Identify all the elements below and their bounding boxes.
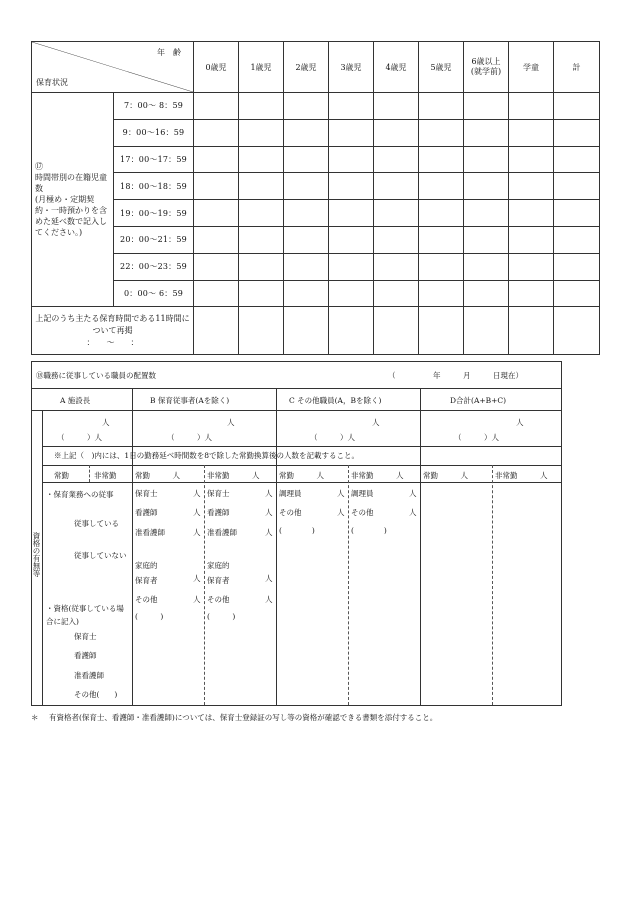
a-item: ・資格(従事している場合に記入) <box>46 604 124 626</box>
input-cell[interactable] <box>284 146 329 173</box>
b-paren-nin: （ ）人 <box>167 433 212 442</box>
c-item: その他 <box>351 508 374 517</box>
input-cell[interactable] <box>374 307 419 355</box>
input-cell[interactable] <box>464 93 509 120</box>
b-item: 家庭的 保育者 <box>207 561 230 585</box>
input-cell[interactable] <box>329 119 374 146</box>
b-nin: 人 <box>265 528 273 537</box>
a-nin: 人 <box>102 418 110 427</box>
b-item: 保育士 <box>135 489 158 498</box>
input-cell[interactable] <box>554 226 600 253</box>
b-item: ( ) <box>135 612 164 621</box>
input-cell[interactable] <box>419 226 464 253</box>
b-nin: 人 <box>265 574 273 583</box>
input-cell[interactable] <box>464 226 509 253</box>
input-cell[interactable] <box>329 307 374 355</box>
time-slot: 22：00～23：59 <box>114 253 194 280</box>
b-nin: 人 <box>265 489 273 498</box>
input-cell[interactable] <box>419 119 464 146</box>
input-cell[interactable] <box>194 146 239 173</box>
d-paren-nin: （ ）人 <box>454 433 499 442</box>
input-cell[interactable] <box>284 253 329 280</box>
input-cell[interactable] <box>284 280 329 307</box>
c-paren-nin: （ ）人 <box>310 433 355 442</box>
input-cell[interactable] <box>329 93 374 120</box>
input-cell[interactable] <box>284 173 329 200</box>
b-hijoukin: 非常勤 人 <box>207 471 260 480</box>
b-item: 准看護師 <box>135 528 165 537</box>
col-header: 5歳児 <box>419 42 464 93</box>
input-cell[interactable] <box>419 280 464 307</box>
b-joukin: 常勤 人 <box>135 471 180 480</box>
a-item: 従事している <box>74 519 119 528</box>
b-nin: 人 <box>193 489 201 498</box>
footnote <box>31 710 571 725</box>
b-nin: 人 <box>193 595 201 604</box>
c-item: その他 <box>279 508 302 517</box>
input-cell[interactable] <box>239 226 284 253</box>
b-nin: 人 <box>265 595 273 604</box>
header-status: 保育状況 <box>36 78 68 87</box>
c-nin: 人 <box>337 508 345 517</box>
input-cell[interactable] <box>239 200 284 227</box>
input-cell[interactable] <box>464 146 509 173</box>
time-slot: 7：00～ 8：59 <box>114 93 194 120</box>
col-header: 4歳児 <box>374 42 419 93</box>
input-cell[interactable] <box>329 146 374 173</box>
input-cell[interactable] <box>374 200 419 227</box>
b-nin: 人 <box>227 418 235 427</box>
input-cell[interactable] <box>509 226 554 253</box>
input-cell[interactable] <box>284 93 329 120</box>
a-paren-nin: （ ）人 <box>57 433 102 442</box>
col-a-header: A 施設長 <box>60 396 91 405</box>
date-as-of: （ 年 月 日現在） <box>388 371 523 380</box>
input-cell[interactable] <box>419 253 464 280</box>
input-cell[interactable] <box>509 200 554 227</box>
input-cell[interactable] <box>464 200 509 227</box>
input-cell[interactable] <box>239 253 284 280</box>
input-cell[interactable] <box>554 280 600 307</box>
input-cell[interactable] <box>374 146 419 173</box>
input-cell[interactable] <box>464 280 509 307</box>
input-cell[interactable] <box>284 119 329 146</box>
input-cell[interactable] <box>329 280 374 307</box>
a-item: 看護師 <box>74 651 97 660</box>
b-nin: 人 <box>193 528 201 537</box>
time-slot: 19：00～19：59 <box>114 200 194 227</box>
header-age: 年 齢 <box>157 48 181 57</box>
col-header: 6歳以上 (就学前) <box>464 42 509 93</box>
table-18-title: ⑱職務に従事している職員の配置数 <box>36 371 156 380</box>
a-hijoukin: 非常勤 <box>94 471 117 480</box>
c-item: ( ) <box>351 526 387 535</box>
input-cell[interactable] <box>239 119 284 146</box>
a-item: 従事していない <box>74 551 127 560</box>
b-item: 准看護師 <box>207 528 237 537</box>
input-cell[interactable] <box>509 119 554 146</box>
b-nin: 人 <box>193 574 201 583</box>
table-17-time-enrollment <box>31 41 600 355</box>
c-nin: 人 <box>409 508 417 517</box>
b-nin: 人 <box>265 508 273 517</box>
input-cell[interactable] <box>419 200 464 227</box>
b-item: 看護師 <box>135 508 158 517</box>
b-item: その他 <box>207 595 230 604</box>
input-cell[interactable] <box>374 173 419 200</box>
input-cell[interactable] <box>329 253 374 280</box>
col-header: 3歳児 <box>329 42 374 93</box>
input-cell[interactable] <box>509 307 554 355</box>
b-item: 保育士 <box>207 489 230 498</box>
header-diagonal-cell <box>32 42 194 93</box>
input-cell[interactable] <box>239 173 284 200</box>
col-header: 1歳児 <box>239 42 284 93</box>
remark-11-hours: 上記のうち主たる保育時間である11時間について再掲 ： 〜 ： <box>32 307 194 355</box>
d-hijoukin: 非常勤 人 <box>495 471 548 480</box>
input-cell[interactable] <box>194 253 239 280</box>
b-item: 家庭的 保育者 <box>135 561 158 585</box>
b-item: 看護師 <box>207 508 230 517</box>
time-slot: 0：00～ 6：59 <box>114 280 194 307</box>
input-cell[interactable] <box>374 93 419 120</box>
a-item: ・保育業務への従事 <box>46 490 114 499</box>
a-item: 保育士 <box>74 632 97 641</box>
input-cell[interactable] <box>554 173 600 200</box>
c-nin: 人 <box>409 489 417 498</box>
b-nin: 人 <box>193 508 201 517</box>
input-cell[interactable] <box>509 280 554 307</box>
d-nin: 人 <box>516 418 524 427</box>
input-cell[interactable] <box>194 93 239 120</box>
input-cell[interactable] <box>374 226 419 253</box>
b-item: その他 <box>135 595 158 604</box>
time-slot: 17：00～17：59 <box>114 146 194 173</box>
input-cell[interactable] <box>329 200 374 227</box>
a-item: その他( ) <box>74 690 118 699</box>
input-cell[interactable] <box>419 307 464 355</box>
input-cell[interactable] <box>239 146 284 173</box>
input-cell[interactable] <box>284 307 329 355</box>
input-cell[interactable] <box>509 173 554 200</box>
input-cell[interactable] <box>464 119 509 146</box>
input-cell[interactable] <box>194 200 239 227</box>
col-header: 計 <box>554 42 600 93</box>
d-joukin: 常勤 人 <box>423 471 468 480</box>
input-cell[interactable] <box>419 146 464 173</box>
input-cell[interactable] <box>194 280 239 307</box>
time-slot: 18：00～18：59 <box>114 173 194 200</box>
c-nin: 人 <box>337 489 345 498</box>
c-item: 調理員 <box>351 489 374 498</box>
input-cell[interactable] <box>554 146 600 173</box>
input-cell[interactable] <box>374 119 419 146</box>
footnote-text: 有資格者(保育士、看護師・准看護師)については、保育士登録証の写し等の資格が確認できる書類を添付すること。 <box>49 713 438 722</box>
input-cell[interactable] <box>554 200 600 227</box>
col-d-header: D合計(A+B+C) <box>450 396 507 405</box>
footnote-mark: ＊ <box>31 713 39 722</box>
input-cell[interactable] <box>464 173 509 200</box>
c-hijoukin: 非常勤 人 <box>351 471 404 480</box>
time-slot: 9：00～16：59 <box>114 119 194 146</box>
input-cell[interactable] <box>194 307 239 355</box>
input-cell[interactable] <box>194 173 239 200</box>
c-item: 調理員 <box>279 489 302 498</box>
conversion-note: ※上記（ )内には、1日の勤務延べ時間数を8で除した常勤換算後の人数を記載すること。 <box>54 451 359 460</box>
input-cell[interactable] <box>509 253 554 280</box>
side-vertical-label: 資格の有無等 <box>32 532 41 577</box>
input-cell[interactable] <box>509 146 554 173</box>
input-cell[interactable] <box>284 226 329 253</box>
col-b-header: B 保育従事者(Aを除く) <box>150 396 230 405</box>
col-header: 学童 <box>509 42 554 93</box>
input-cell[interactable] <box>374 253 419 280</box>
a-item: 准看護師 <box>74 671 104 680</box>
input-cell[interactable] <box>554 119 600 146</box>
input-cell[interactable] <box>329 226 374 253</box>
col-header: 2歳児 <box>284 42 329 93</box>
input-cell[interactable] <box>374 280 419 307</box>
input-cell[interactable] <box>239 93 284 120</box>
c-item: ( ) <box>279 526 315 535</box>
input-cell[interactable] <box>419 93 464 120</box>
table-18-staff-placement <box>31 361 562 706</box>
input-cell[interactable] <box>554 93 600 120</box>
input-cell[interactable] <box>194 226 239 253</box>
input-cell[interactable] <box>509 93 554 120</box>
input-cell[interactable] <box>554 307 600 355</box>
b-item: ( ) <box>207 612 236 621</box>
c-nin: 人 <box>372 418 380 427</box>
input-cell[interactable] <box>194 119 239 146</box>
col-c-header: C その他職員(A，Bを除く) <box>289 396 382 405</box>
side-label-17: ⑰ 時間帯別の在籍児童数 (月極め・定期契約・一時預かりを含めた延べ数で記入してください。) <box>32 93 114 307</box>
c-joukin: 常勤 人 <box>279 471 324 480</box>
input-cell[interactable] <box>329 173 374 200</box>
input-cell[interactable] <box>464 253 509 280</box>
time-slot: 20：00～21：59 <box>114 226 194 253</box>
input-cell[interactable] <box>284 200 329 227</box>
input-cell[interactable] <box>419 173 464 200</box>
input-cell[interactable] <box>239 280 284 307</box>
a-joukin: 常勤 <box>54 471 69 480</box>
input-cell[interactable] <box>239 307 284 355</box>
col-header: 0歳児 <box>194 42 239 93</box>
input-cell[interactable] <box>464 307 509 355</box>
input-cell[interactable] <box>554 253 600 280</box>
